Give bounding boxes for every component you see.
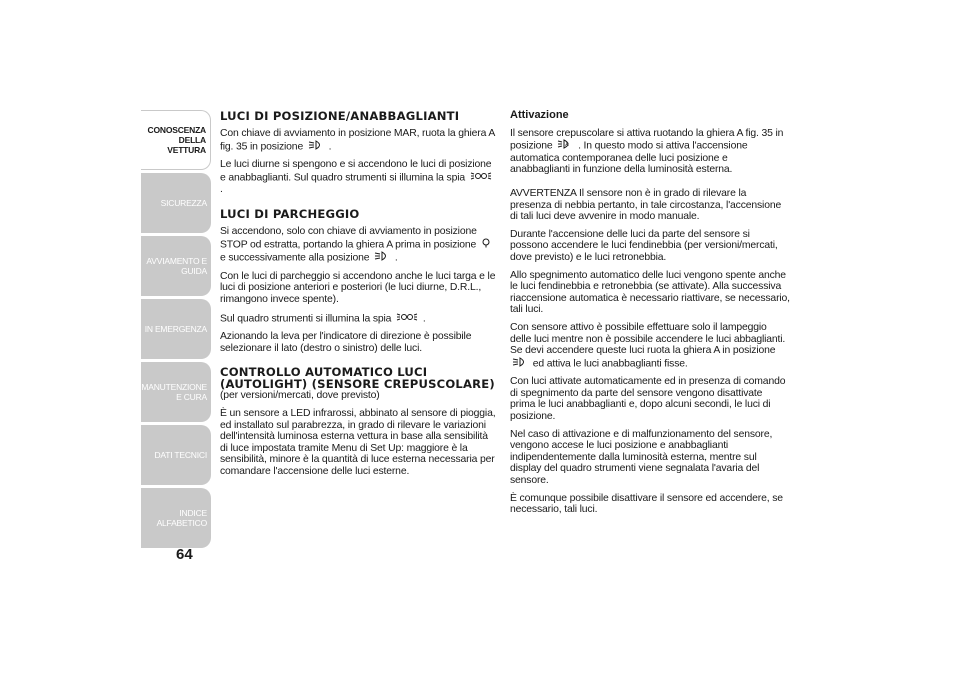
- heading-luci-parcheggio: LUCI DI PARCHEGGIO: [220, 206, 360, 221]
- paragraph: [510, 128, 790, 176]
- paragraph: AVVERTENZA Il sensore non è in grado di rilevare la presenza di nebbia pertanto, in tale circostanza, l'accensione di tali luci deve avvenire in modo manuale.: [510, 187, 782, 223]
- tab-label: SICUREZZA: [160, 198, 207, 208]
- paragraph: [220, 312, 496, 326]
- text: Le luci diurne si spengono e si accendono le luci di posizione e anabbaglianti. Sul quadro strumenti si illumina la spia: [220, 159, 492, 184]
- tab-label: INDICE ALFABETICO: [156, 508, 207, 528]
- paragraph: (per versioni/mercati, dove previsto): [220, 390, 380, 402]
- sidelights-warning-icon: [396, 312, 418, 326]
- text: .: [394, 252, 398, 264]
- auto-light-icon: [557, 139, 573, 153]
- low-beam-icon: [512, 357, 528, 371]
- text: . In questo modo si attiva l'accensione automatica contemporanea delle luci posizione e anabbaglianti in funzione della luminosità esterna.: [510, 140, 748, 176]
- paragraph: È un sensore a LED infrarossi, abbinato al sensore di pioggia, ed installato sul parabrezza, in grado di rilevare le variazioni dell'intensità luminosa esterna vettura in base alla sensibilità di luce impostata tramite Menu di Set Up: maggiore è la sensibilità, minore è la quantità di luce esterna necessaria per comandare l'accensione delle luci esterne.: [220, 407, 496, 477]
- left-column: [220, 110, 496, 483]
- text: ed attiva le luci anabbaglianti fisse.: [532, 358, 688, 370]
- paragraph: Allo spegnimento automatico delle luci vengono spente anche le luci fendinebbia e retronebbia (se attivate). Alla successiva riaccensione automatica è necessario riattivare, se necessario, tali luci.: [510, 269, 790, 316]
- paragraph: Nel caso di attivazione e di malfunzionamento del sensore, vengono accese le luci posizione e anabbaglianti indipendentemente dalla luminosità esterna, mentre sul display del quadro strumenti viene segnalata l'avaria del sensore.: [510, 428, 773, 487]
- heading-attivazione: Attivazione: [510, 109, 569, 121]
- paragraph: [220, 128, 496, 153]
- tab-manutenzione-e-cura[interactable]: [141, 362, 211, 422]
- paragraph: [220, 226, 496, 265]
- tab-label: IN EMERGENZA: [144, 324, 207, 334]
- sidelights-warning-icon: [470, 171, 492, 185]
- tab-dati-tecnici[interactable]: [141, 425, 211, 485]
- text: Il sensore crepuscolare si attiva ruotando la ghiera A fig. 35 in posizione: [510, 127, 784, 152]
- heading-luci-posizione: LUCI DI POSIZIONE/ANABBAGLIANTI: [220, 109, 460, 123]
- low-beam-icon: [308, 140, 324, 154]
- tab-indice-alfabetico[interactable]: [141, 488, 211, 548]
- tab-avviamento-e-guida[interactable]: [141, 236, 211, 296]
- paragraph: Con le luci di parcheggio si accendono anche le luci targa e le luci di posizione anteriori e posteriori (le luci diurne, D.R.L., rimangono invece spente).: [220, 270, 496, 305]
- svg-text:A: A: [565, 142, 569, 149]
- low-beam-icon: [374, 251, 390, 265]
- paragraph: È comunque possibile disattivare il sensore ed accendere, se necessario, tali luci.: [510, 492, 783, 516]
- paragraph: Azionando la leva per l'indicatore di direzione è possibile selezionare il lato (destro o sinistro) delle luci.: [220, 331, 472, 354]
- tab-in-emergenza[interactable]: [141, 299, 211, 359]
- text: .: [328, 141, 332, 153]
- paragraph: [510, 322, 790, 370]
- right-column: [510, 110, 790, 522]
- tab-conoscenza-della-vettura[interactable]: [141, 110, 211, 170]
- text: .: [422, 313, 426, 325]
- text: Con chiave di avviamento in posizione MAR, ruota la ghiera A fig. 35 in posizione: [220, 128, 495, 153]
- heading-controllo-automatico: [220, 366, 496, 390]
- parking-light-icon: [481, 238, 491, 252]
- text: e successivamente alla posizione: [220, 252, 370, 264]
- paragraph: [220, 159, 496, 196]
- text: Con sensore attivo è possibile effettuare solo il lampeggio delle luci mentre non è possibile accendere le luci abbaglianti. Se devi accendere queste luci ruota la ghiera A in posizione: [510, 321, 786, 357]
- heading-line: CONTROLLO AUTOMATICO LUCI: [220, 365, 428, 380]
- text: Si accendono, solo con chiave di avviamento in posizione STOP od estratta, portando la ghiera A prima in posizione: [220, 225, 477, 251]
- text: .: [220, 184, 223, 196]
- tab-label: AVVIAMENTO E GUIDA: [146, 256, 207, 276]
- heading-line: (AUTOLIGHT) (SENSORE CREPUSCOLARE): [220, 377, 495, 392]
- tab-label: CONOSCENZA DELLA VETTURA: [147, 125, 206, 155]
- paragraph: Con luci attivate automaticamente ed in presenza di comando di spegnimento da parte del sensore vengono disattivate prima le luci anabbaglianti e, dopo alcuni secondi, le luci di posizione.: [510, 376, 786, 423]
- tab-label: MANUTENZIONE E CURA: [141, 382, 207, 402]
- page-number: 64: [176, 546, 193, 563]
- chapter-sidebar: [141, 110, 211, 551]
- paragraph: Durante l'accensione delle luci da parte del sensore si possono accendere le luci fendinebbia (per versioni/mercati, dove previsto) e le luci retronebbia.: [510, 228, 778, 263]
- tab-sicurezza[interactable]: [141, 173, 211, 233]
- text: Sul quadro strumenti si illumina la spia: [220, 313, 392, 325]
- tab-label: DATI TECNICI: [154, 450, 207, 460]
